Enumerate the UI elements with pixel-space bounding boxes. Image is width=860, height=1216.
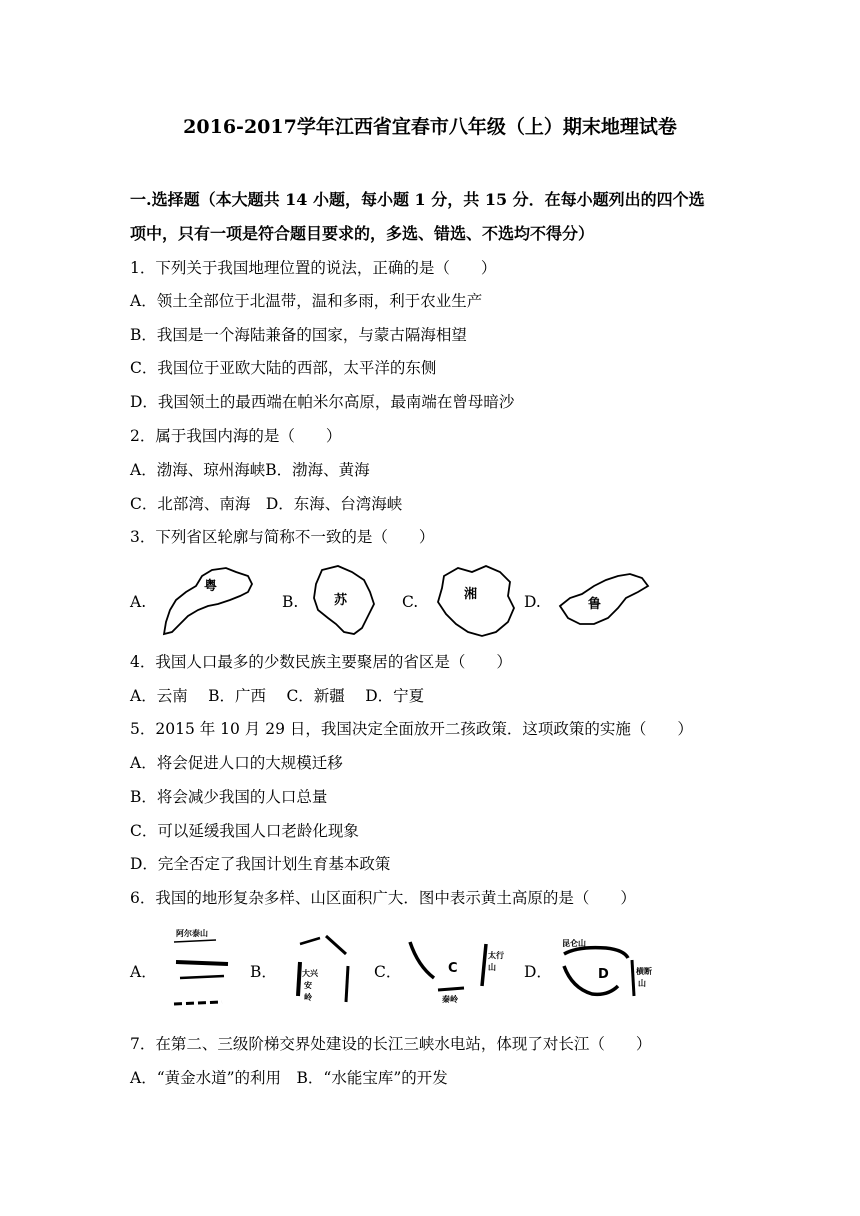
map-label-lu: 鲁: [588, 597, 602, 612]
q5-stem: 5．2015 年 10 月 29 日，我国决定全面放开二孩政策．这项政策的实施（ ）: [130, 720, 693, 738]
mountain-map-a: [166, 924, 236, 1014]
q3-letter-a: A.: [130, 593, 147, 611]
map-c-label-c: C: [448, 961, 458, 976]
q1-option-d: D．我国领土的最西端在帕米尔高原，最南端在曾母暗沙: [130, 393, 515, 411]
section-heading-line-2: 项中，只有一项是符合题目要求的，多选、错选、不选均不得分）: [130, 224, 595, 243]
q2-options-ab: A．渤海、琼州海峡B．渤海、黄海: [130, 461, 370, 479]
q7-stem: 7．在第二、三级阶梯交界处建设的长江三峡水电站，体现了对长江（ ）: [130, 1035, 652, 1053]
q3-letter-d: D.: [524, 593, 541, 611]
q3-options-row: [130, 562, 690, 642]
q6-letter-a: A．: [130, 963, 157, 981]
section-heading-line-1: 一.选择题（本大题共 14 小题，每小题 1 分，共 15 分．在每小题列出的四个选: [130, 190, 705, 209]
map-b-label-ling: 岭: [304, 993, 312, 1002]
map-b-label-daxing: 大兴: [302, 969, 318, 978]
map-c-label-qinling: 秦岭: [442, 995, 458, 1004]
map-d-label-shan: 山: [638, 979, 646, 988]
map-b-label-an: 安: [304, 981, 312, 990]
q5-option-a: A．将会促进人口的大规模迁移: [130, 754, 343, 772]
q6-letter-b: B．: [250, 963, 277, 981]
q2-options-cd: C．北部湾、南海 D．东海、台湾海峡: [130, 495, 403, 513]
map-label-su: 苏: [334, 593, 348, 608]
map-d-label-kunlun: 昆仑山: [562, 939, 586, 948]
q5-option-b: B．将会减少我国的人口总量: [130, 788, 328, 806]
q6-letter-d: D．: [524, 963, 552, 981]
q4-options: A．云南 B．广西 C．新疆 D．宁夏: [130, 687, 425, 705]
mountain-map-c: [404, 924, 504, 1014]
q5-option-c: C．可以延缓我国人口老龄化现象: [130, 822, 359, 840]
map-label-yue: 粤: [204, 579, 218, 594]
map-a-label-altai: 阿尔泰山: [176, 929, 208, 938]
mountain-map-b: [286, 924, 362, 1014]
map-c-label-taihang: 太行: [488, 951, 504, 960]
q6-stem: 6．我国的地形复杂多样、山区面积广大．图中表示黄土高原的是（ ）: [130, 889, 636, 907]
q5-option-d: D．完全否定了我国计划生育基本政策: [130, 855, 391, 873]
map-label-xiang: 湘: [464, 587, 478, 602]
shandong-outline-map: [554, 562, 654, 642]
q2-stem: 2．属于我国内海的是（ ）: [130, 427, 342, 445]
mountain-map-d: [558, 924, 652, 1014]
q1-stem: 1．下列关于我国地理位置的说法，正确的是（ ）: [130, 259, 497, 277]
guangdong-outline-map: [156, 562, 256, 642]
page-title: 2016-2017学年江西省宜春市八年级（上）期末地理试卷: [183, 116, 677, 138]
q6-letter-c: C．: [374, 963, 402, 981]
q3-letter-b: B.: [282, 593, 299, 611]
map-c-label-shan: 山: [488, 963, 496, 972]
map-d-label-hengduan: 横断: [636, 967, 652, 976]
q1-option-a: A．领土全部位于北温带，温和多雨，利于农业生产: [130, 292, 483, 310]
hunan-outline-map: [432, 562, 522, 642]
q3-stem: 3．下列省区轮廓与简称不一致的是（ ）: [130, 528, 435, 546]
map-d-label-d: D: [598, 967, 609, 982]
q1-option-b: B．我国是一个海陆兼备的国家，与蒙古隔海相望: [130, 326, 467, 344]
q4-stem: 4．我国人口最多的少数民族主要聚居的省区是（ ）: [130, 653, 512, 671]
q3-letter-c: C.: [402, 593, 419, 611]
q7-options: A．“黄金水道”的利用 B．“水能宝库”的开发: [130, 1069, 448, 1087]
q6-options-row: [130, 924, 690, 1016]
jiangsu-outline-map: [306, 562, 386, 642]
q1-option-c: C．我国位于亚欧大陆的西部，太平洋的东侧: [130, 359, 437, 377]
